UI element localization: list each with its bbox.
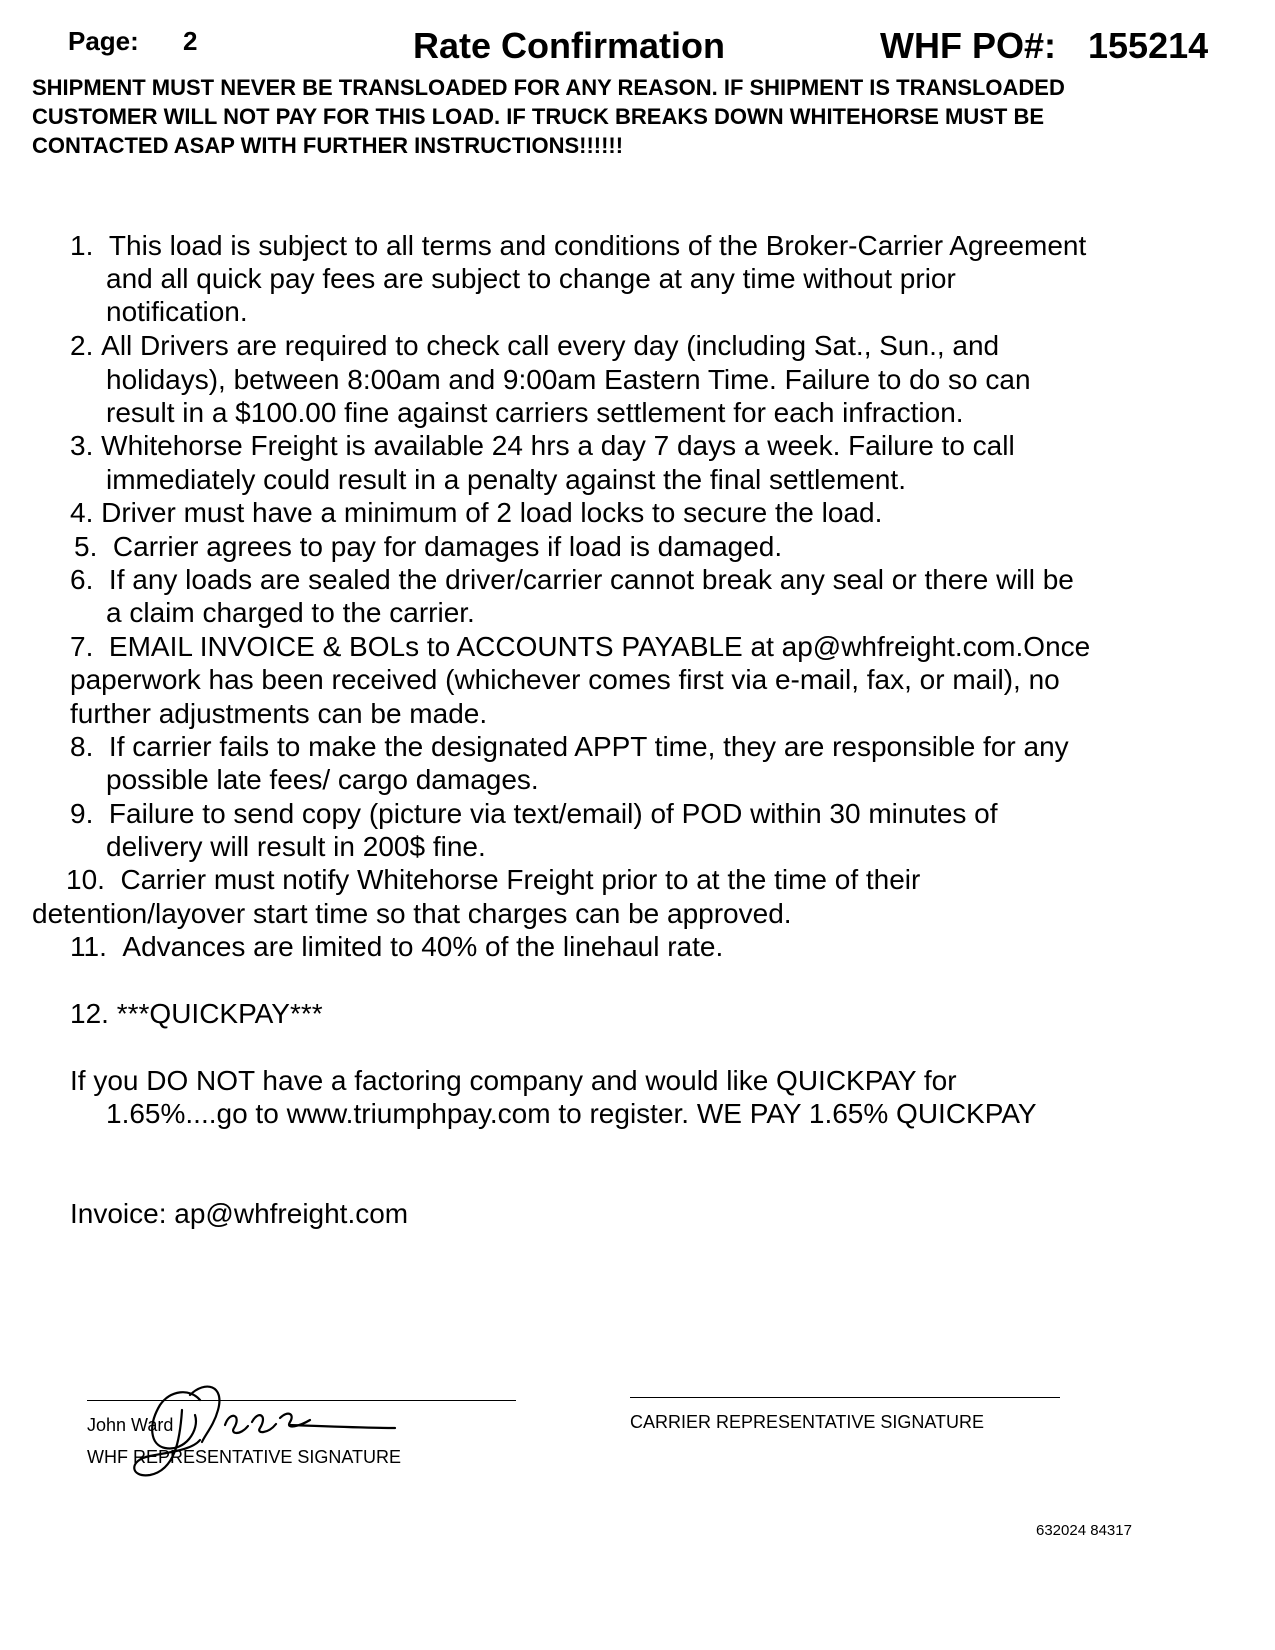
term-text: Advances are limited to 40% of the linehaul rate. xyxy=(122,931,724,962)
term-text: EMAIL INVOICE & BOLs to ACCOUNTS PAYABLE at ap@whfreight.com.Once xyxy=(108,631,1091,662)
term-number: 7. xyxy=(70,631,94,662)
term-text: possible late fees/ cargo damages. xyxy=(106,764,539,795)
term-11 xyxy=(70,930,723,964)
whf-signer-name: John Ward xyxy=(87,1415,174,1435)
term-number: 12. xyxy=(70,998,109,1029)
term-number: 1. xyxy=(70,230,94,261)
term-text: If any loads are sealed the driver/carrier cannot break any seal or there will be xyxy=(108,564,1074,595)
term-text: holidays), between 8:00am and 9:00am Eastern Time. Failure to do so can xyxy=(106,364,1031,395)
whf-signature-label: WHF REPRESENTATIVE SIGNATURE xyxy=(87,1447,402,1467)
term-10 xyxy=(66,863,920,897)
term-text: ***QUICKPAY*** xyxy=(116,998,323,1029)
term-7 xyxy=(70,630,1090,664)
term-text: Failure to send copy (picture via text/email) of POD within 30 minutes of xyxy=(108,798,998,829)
page-label: Page: xyxy=(68,26,139,56)
whf-signature-line xyxy=(87,1400,516,1401)
term-text: Carrier agrees to pay for damages if load is damaged. xyxy=(112,531,783,562)
term-text: Driver must have a minimum of 2 load locks to secure the load. xyxy=(101,497,883,528)
warning-line: CUSTOMER WILL NOT PAY FOR THIS LOAD. IF TRUCK BREAKS DOWN WHITEHORSE MUST BE xyxy=(32,104,1045,129)
po-label: WHF PO#: xyxy=(880,25,1056,66)
term-text: If carrier fails to make the designated APPT time, they are responsible for any xyxy=(108,731,1069,762)
term-number: 3. xyxy=(70,430,94,461)
term-text: This load is subject to all terms and conditions of the Broker-Carrier Agreement xyxy=(108,230,1087,261)
term-3 xyxy=(70,429,1015,463)
term-text: delivery will result in 200$ fine. xyxy=(106,831,486,862)
term-4 xyxy=(70,496,882,530)
term-5 xyxy=(74,530,782,564)
term-text: result in a $100.00 fine against carriers settlement for each infraction. xyxy=(106,397,964,428)
term-number: 4. xyxy=(70,497,94,528)
term-text: a claim charged to the carrier. xyxy=(106,597,475,628)
carrier-signature-label: CARRIER REPRESENTATIVE SIGNATURE xyxy=(630,1412,985,1432)
term-8 xyxy=(70,730,1069,764)
term-number: 2. xyxy=(70,330,94,361)
footer-code: 632024 84317 xyxy=(1036,1522,1132,1539)
page-number: 2 xyxy=(183,26,198,56)
term-text: detention/layover start time so that charges can be approved. xyxy=(32,898,792,929)
carrier-signature-line xyxy=(630,1397,1060,1398)
document-title: Rate Confirmation xyxy=(413,25,726,66)
po-number: 155214 xyxy=(1088,25,1209,66)
quickpay-line: If you DO NOT have a factoring company and would like QUICKPAY for xyxy=(70,1065,957,1096)
term-text: and all quick pay fees are subject to change at any time without prior xyxy=(106,263,956,294)
term-number: 6. xyxy=(70,564,94,595)
term-text: further adjustments can be made. xyxy=(70,698,488,729)
term-9 xyxy=(70,797,998,831)
term-6 xyxy=(70,563,1074,597)
term-text: notification. xyxy=(106,296,248,327)
term-12 xyxy=(70,997,323,1031)
quickpay-line: 1.65%....go to www.triumphpay.com to register. WE PAY 1.65% QUICKPAY xyxy=(106,1098,1037,1129)
term-number: 10. xyxy=(66,864,105,895)
term-text: Whitehorse Freight is available 24 hrs a day 7 days a week. Failure to call xyxy=(101,430,1015,461)
term-1 xyxy=(70,229,1086,263)
term-number: 5. xyxy=(74,531,98,562)
transload-warning xyxy=(32,73,1065,160)
term-text: immediately could result in a penalty against the final settlement. xyxy=(106,464,906,495)
handwritten-signature xyxy=(130,1370,430,1490)
term-text: Carrier must notify Whitehorse Freight prior to at the time of their xyxy=(120,864,921,895)
term-2 xyxy=(70,329,999,363)
warning-line: SHIPMENT MUST NEVER BE TRANSLOADED FOR ANY REASON. IF SHIPMENT IS TRANSLOADED xyxy=(32,75,1065,100)
warning-line: CONTACTED ASAP WITH FURTHER INSTRUCTIONS!!!!!! xyxy=(32,133,624,158)
term-number: 9. xyxy=(70,798,94,829)
term-text: All Drivers are required to check call every day (including Sat., Sun., and xyxy=(101,330,1000,361)
term-number: 11. xyxy=(70,931,107,962)
invoice-email: Invoice: ap@whfreight.com xyxy=(70,1198,409,1229)
term-number: 8. xyxy=(70,731,94,762)
term-text: paperwork has been received (whichever comes first via e-mail, fax, or mail), no xyxy=(70,664,1060,695)
